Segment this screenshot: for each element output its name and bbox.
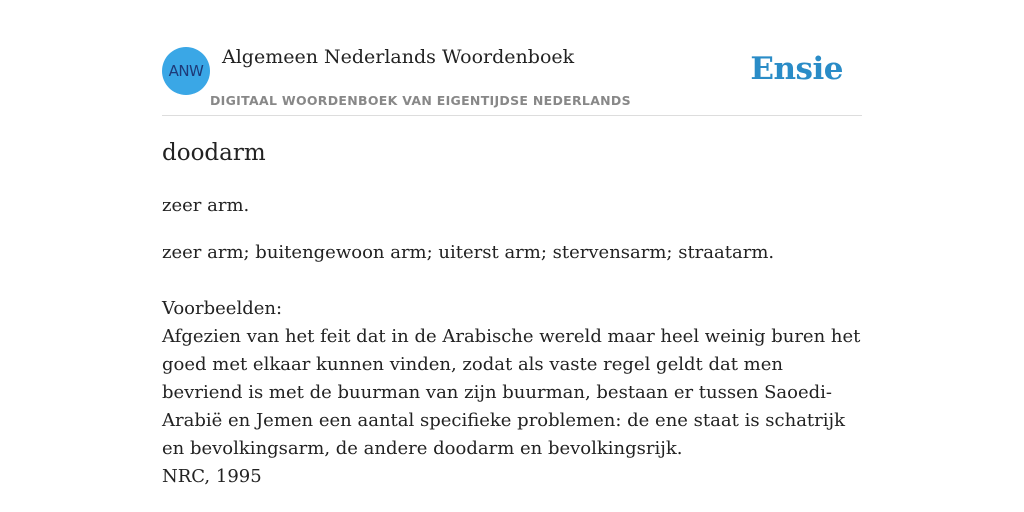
entry-synonyms: zeer arm; buitengewoon arm; uiterst arm; stervensarm; straatarm. [162, 242, 775, 263]
site-header [162, 0, 862, 116]
entry-definition: zeer arm. [162, 195, 250, 216]
site-subtitle: DIGITAAL WOORDENBOEK VAN EIGENTIJDSE NEDERLANDS [210, 93, 631, 108]
page [162, 0, 862, 512]
logo-text: ANW [168, 62, 204, 80]
example-source: NRC, 1995 [162, 466, 262, 487]
entry-word: doodarm [162, 140, 266, 166]
anw-logo[interactable] [162, 47, 210, 95]
examples-section [162, 295, 862, 491]
examples-label: Voorbeelden: [162, 298, 283, 319]
site-title[interactable]: Algemeen Nederlands Woordenboek [222, 46, 575, 68]
ensie-brand-logo[interactable]: Ensie [750, 51, 843, 87]
example-text: Afgezien van het feit dat in de Arabische wereld maar heel weinig buren het goed met elkaar kunnen vinden, zodat als vaste regel geldt dat men bevriend is met de buurman van zijn buurman, bestaan er tussen Saoedi-Arabië en Jemen een aantal specifieke problemen: de ene staat is schatrijk en bevolkingsarm, de andere doodarm en bevolkingsrijk. [162, 326, 861, 459]
